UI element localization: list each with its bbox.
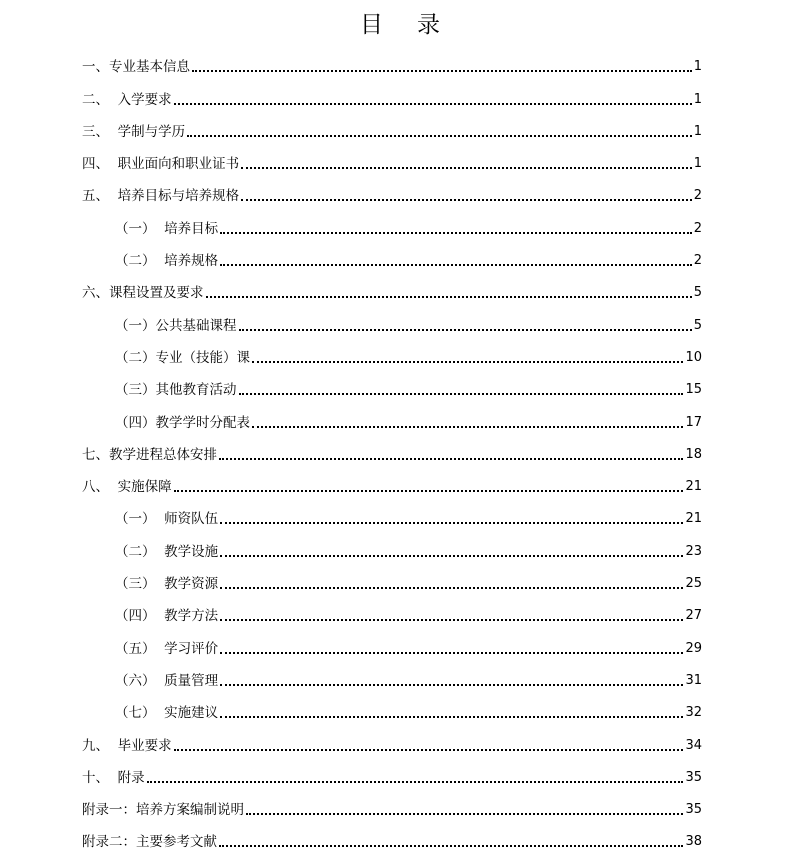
- toc-entry-label: （一）公共基础课程: [115, 317, 237, 334]
- toc-entry[interactable]: [82, 172, 702, 204]
- toc-entry[interactable]: [82, 108, 702, 140]
- toc-entry-label: 三、 学制与学历: [82, 123, 186, 140]
- toc-leader-dots: [220, 232, 692, 234]
- toc-entry-page: 38: [685, 834, 702, 850]
- toc-entry[interactable]: [82, 495, 702, 527]
- toc-leader-dots: [219, 845, 683, 847]
- toc-entry-label: 八、 实施保障: [82, 479, 172, 496]
- toc-entry-label: 九、 毕业要求: [82, 737, 172, 754]
- toc-entry[interactable]: [82, 592, 702, 624]
- toc-entry[interactable]: [82, 689, 702, 721]
- toc-entry[interactable]: [82, 624, 702, 656]
- toc-entry[interactable]: [82, 657, 702, 689]
- toc-entry-label: 二、 入学要求: [82, 91, 172, 108]
- toc-entry-label: 十、 附录: [82, 769, 145, 786]
- toc-leader-dots: [206, 296, 692, 298]
- toc-entry-page: 35: [685, 802, 702, 818]
- toc-leader-dots: [219, 458, 683, 460]
- toc-leader-dots: [246, 813, 683, 815]
- toc-entry-page: 32: [685, 705, 702, 721]
- toc-entry[interactable]: [82, 140, 702, 172]
- toc-entry-page: 1: [693, 59, 702, 75]
- toc-entry-page: 18: [685, 446, 702, 462]
- toc-entry-label: （七） 实施建议: [115, 705, 219, 722]
- toc-leader-dots: [220, 652, 683, 654]
- toc-leader-dots: [174, 103, 692, 105]
- toc-entry[interactable]: [82, 398, 702, 430]
- toc-entry[interactable]: [82, 431, 702, 463]
- toc-entry[interactable]: [82, 560, 702, 592]
- toc-entry-label: 四、 职业面向和职业证书: [82, 156, 240, 173]
- toc-leader-dots: [220, 264, 692, 266]
- toc-entry-label: 七、教学进程总体安排: [82, 446, 217, 463]
- toc-entry-label: （三） 教学资源: [115, 576, 219, 593]
- toc-leader-dots: [147, 781, 684, 783]
- toc-leader-dots: [239, 393, 684, 395]
- toc-entry[interactable]: [82, 818, 702, 850]
- toc-entry-page: 23: [685, 543, 702, 559]
- toc-entry-label: 附录二：主要参考文献: [82, 834, 217, 850]
- toc-entry[interactable]: [82, 754, 702, 786]
- toc-leader-dots: [187, 135, 692, 137]
- toc-entry-page: 21: [685, 511, 702, 527]
- toc-entry[interactable]: [82, 527, 702, 559]
- toc-entry[interactable]: [82, 463, 702, 495]
- toc-entry-page: 1: [693, 123, 702, 139]
- toc-entry-page: 17: [685, 414, 702, 430]
- toc-entry-page: 29: [685, 640, 702, 656]
- toc-entry[interactable]: [82, 237, 702, 269]
- toc-entry[interactable]: [82, 301, 702, 333]
- toc-leader-dots: [220, 619, 683, 621]
- toc-entry-page: 5: [693, 285, 702, 301]
- toc-leader-dots: [220, 684, 683, 686]
- toc-entry-label: 六、课程设置及要求: [82, 285, 204, 302]
- toc-entry[interactable]: [82, 334, 702, 366]
- toc-entry-label: （二） 教学设施: [115, 543, 219, 560]
- toc-entry[interactable]: [82, 75, 702, 107]
- toc-entry-page: 31: [685, 672, 702, 688]
- toc-entry-label: （四）教学学时分配表: [115, 414, 250, 431]
- toc-leader-dots: [192, 70, 692, 72]
- toc-entry-page: 35: [685, 769, 702, 785]
- toc-leader-dots: [252, 426, 683, 428]
- toc-entry-page: 25: [685, 576, 702, 592]
- toc-list: [82, 43, 702, 850]
- toc-entry[interactable]: [82, 366, 702, 398]
- toc-entry-label: （一） 师资队伍: [115, 511, 219, 528]
- toc-entry-label: （四） 教学方法: [115, 608, 219, 625]
- toc-entry-page: 27: [685, 608, 702, 624]
- toc-entry-page: 2: [693, 220, 702, 236]
- toc-entry-page: 5: [693, 317, 702, 333]
- toc-entry-label: （二）专业（技能）课: [115, 349, 250, 366]
- toc-leader-dots: [174, 490, 684, 492]
- toc-entry-page: 15: [685, 382, 702, 398]
- toc-leader-dots: [241, 199, 692, 201]
- toc-entry[interactable]: [82, 204, 702, 236]
- toc-entry-label: （五） 学习评价: [115, 640, 219, 657]
- toc-leader-dots: [220, 555, 683, 557]
- toc-leader-dots: [174, 749, 684, 751]
- toc-entry-page: 2: [693, 188, 702, 204]
- toc-entry-page: 1: [693, 91, 702, 107]
- toc-entry-page: 34: [685, 737, 702, 753]
- toc-entry-label: 附录一：培养方案编制说明: [82, 802, 244, 819]
- toc-leader-dots: [241, 167, 692, 169]
- toc-leader-dots: [220, 522, 683, 524]
- toc-entry-page: 2: [693, 253, 702, 269]
- toc-entry[interactable]: [82, 43, 702, 75]
- toc-leader-dots: [252, 361, 683, 363]
- toc-entry[interactable]: [82, 721, 702, 753]
- toc-entry[interactable]: [82, 269, 702, 301]
- toc-entry[interactable]: [82, 786, 702, 818]
- toc-entry-page: 21: [685, 479, 702, 495]
- toc-entry-label: 五、 培养目标与培养规格: [82, 188, 240, 205]
- toc-entry-label: （二） 培养规格: [115, 253, 219, 270]
- toc-entry-label: 一、专业基本信息: [82, 59, 190, 76]
- toc-entry-label: （三）其他教育活动: [115, 382, 237, 399]
- toc-title: 目录: [360, 12, 474, 38]
- toc-entry-page: 1: [693, 156, 702, 172]
- toc-entry-label: （六） 质量管理: [115, 672, 219, 689]
- toc-entry-page: 10: [685, 349, 702, 365]
- toc-leader-dots: [220, 716, 683, 718]
- toc-leader-dots: [220, 587, 683, 589]
- toc-entry-label: （一） 培养目标: [115, 220, 219, 237]
- toc-leader-dots: [239, 329, 692, 331]
